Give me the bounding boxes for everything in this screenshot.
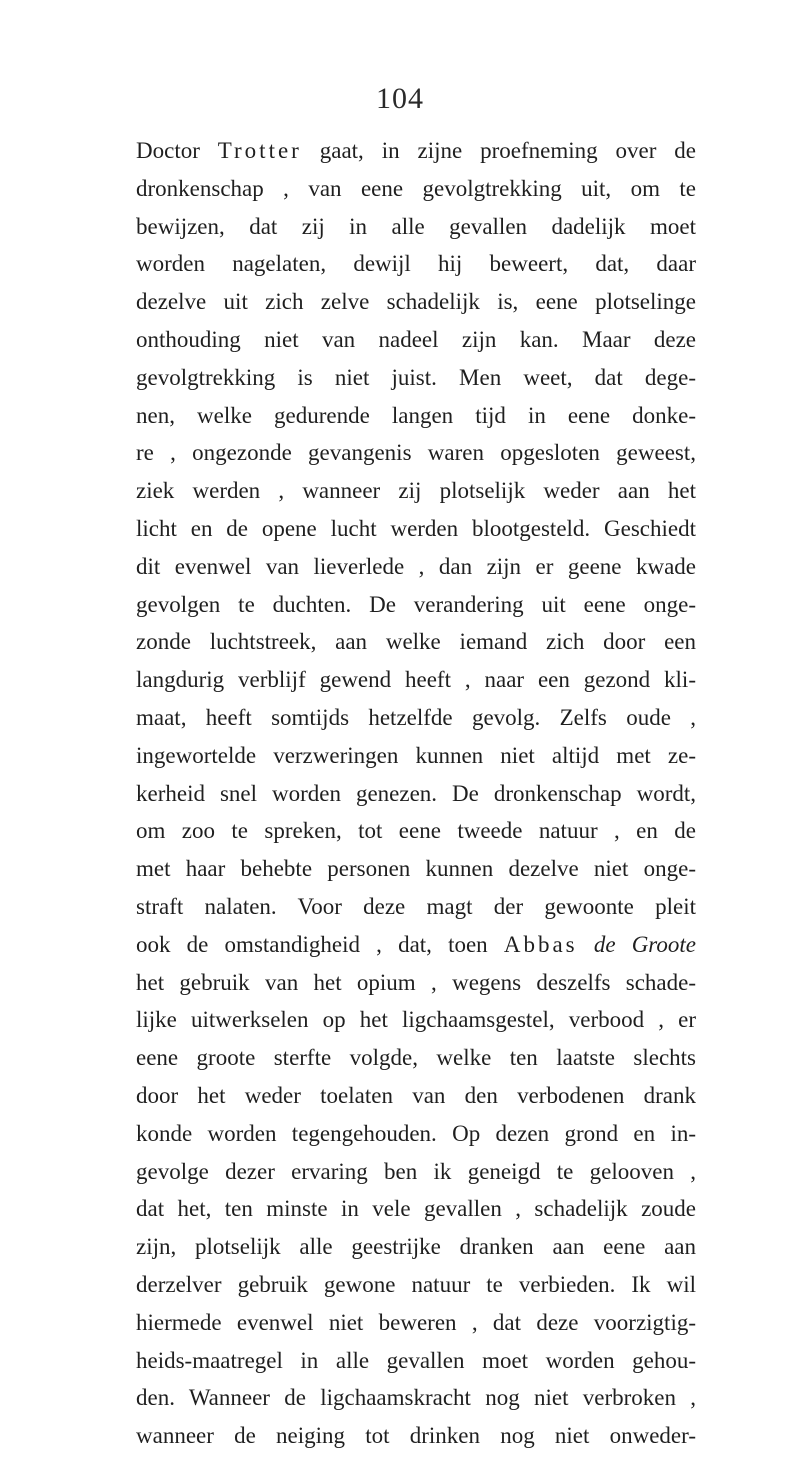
text-line (136, 1190, 696, 1228)
text-segment: kerheid snel worden genezen. De dronkenschap wordt, (136, 780, 696, 806)
text-segment: derzelver gebruik gewone natuur te verbieden. Ik wil (136, 1271, 696, 1297)
text-segment: om zoo te spreken, tot eene tweede natuur , en de (136, 818, 696, 844)
text-segment: licht en de opene lucht werden blootgesteld. Geschiedt (136, 515, 696, 541)
text-line (136, 737, 696, 775)
text-segment: gevolge dezer ervaring ben ik geneigd te gelooven , (136, 1158, 696, 1184)
text-line (136, 1266, 696, 1304)
body-text (136, 132, 696, 1455)
text-line (136, 1228, 696, 1266)
text-segment (578, 932, 594, 957)
text-segment: ook de omstandigheid , dat, toen (136, 931, 504, 957)
text-segment: bewijzen, dat zij in alle gevallen dadelijk moet (136, 213, 696, 239)
text-segment: door het weder toelaten van den verbodenen drank (136, 1082, 696, 1108)
text-line (136, 1304, 696, 1342)
text-segment: eene groote sterfte volgde, welke ten laatste slechts (136, 1045, 696, 1071)
spaced-name: Trotter (217, 138, 302, 163)
text-segment: met haar behebte personen kunnen dezelve niet onge- (136, 856, 696, 882)
text-line (136, 170, 696, 208)
text-line (136, 1153, 696, 1191)
text-segment: gevolgen te duchten. De verandering uit eene onge- (136, 591, 696, 617)
text-line (136, 964, 696, 1002)
text-segment: onthouding niet van nadeel zijn kan. Maar deze (136, 326, 696, 352)
text-line (136, 434, 696, 472)
page-number: 104 (376, 82, 424, 115)
text-line (136, 245, 696, 283)
text-segment: langdurig verblijf gewend heeft , naar een gezond kli- (136, 667, 696, 693)
text-line (136, 699, 696, 737)
text-segment: nen, welke gedurende langen tijd in eene donke- (136, 402, 696, 428)
text-segment: gaat, in zijne proefneming over de (301, 138, 696, 163)
text-line (136, 1039, 696, 1077)
text-line (136, 926, 696, 964)
text-segment: lijke uitwerkselen op het ligchaamsgestel, verbood , er (136, 1007, 696, 1033)
text-segment: Doctor (136, 138, 218, 163)
text-line (136, 623, 696, 661)
text-segment: maat, heeft somtijds hetzelfde gevolg. Zelfs oude , (136, 704, 696, 730)
text-line (136, 1417, 696, 1455)
text-segment: zonde luchtstreek, aan welke iemand zich door een (136, 629, 696, 655)
italic-text: de Groote (593, 931, 696, 957)
text-line (136, 1077, 696, 1115)
text-line (136, 397, 696, 435)
text-line (136, 510, 696, 548)
text-segment: het gebruik van het opium , wegens deszelfs schade- (136, 969, 696, 995)
text-line (136, 1342, 696, 1380)
text-segment: wanneer de neiging tot drinken nog niet onweder- (136, 1423, 696, 1449)
text-line (136, 1115, 696, 1153)
text-line (136, 661, 696, 699)
text-line (136, 888, 696, 926)
text-segment: den. Wanneer de ligchaamskracht nog niet verbroken , (136, 1385, 696, 1411)
text-segment: dezelve uit zich zelve schadelijk is, eene plotselinge (136, 289, 696, 315)
text-segment: ingewortelde verzweringen kunnen niet altijd met ze- (136, 742, 696, 768)
text-segment: heids-maatregel in alle gevallen moet worden gehou- (136, 1347, 696, 1373)
text-line (136, 850, 696, 888)
text-segment: gevolgtrekking is niet juist. Men weet, dat dege- (136, 364, 696, 390)
text-line (136, 472, 696, 510)
text-line (136, 321, 696, 359)
text-segment: dronkenschap , van eene gevolgtrekking uit, om te (136, 175, 696, 201)
text-segment: zijn, plotselijk alle geestrijke dranken aan eene aan (136, 1234, 696, 1260)
text-line (136, 548, 696, 586)
text-segment: re , ongezonde gevangenis waren opgesloten geweest, (136, 440, 696, 466)
text-line (136, 283, 696, 321)
text-line (136, 812, 696, 850)
text-segment: hiermede evenwel niet beweren , dat deze voorzigtig- (136, 1309, 696, 1335)
text-line (136, 775, 696, 813)
text-line (136, 1379, 696, 1417)
text-segment: straft nalaten. Voor deze magt der gewoonte pleit (136, 893, 696, 919)
text-segment: dit evenwel van lieverlede , dan zijn er geene kwade (136, 553, 696, 579)
text-line (136, 1001, 696, 1039)
spaced-name: Abbas (503, 931, 578, 957)
text-segment: konde worden tegengehouden. Op dezen grond en in- (136, 1120, 696, 1146)
text-line (136, 586, 696, 624)
text-segment: ziek werden , wanneer zij plotselijk weder aan het (136, 478, 696, 504)
text-line (136, 359, 696, 397)
text-segment: worden nagelaten, dewijl hij beweert, dat, daar (136, 251, 696, 277)
text-line (136, 208, 696, 246)
text-line (136, 132, 696, 170)
text-segment: dat het, ten minste in vele gevallen , schadelijk zoude (136, 1196, 696, 1222)
